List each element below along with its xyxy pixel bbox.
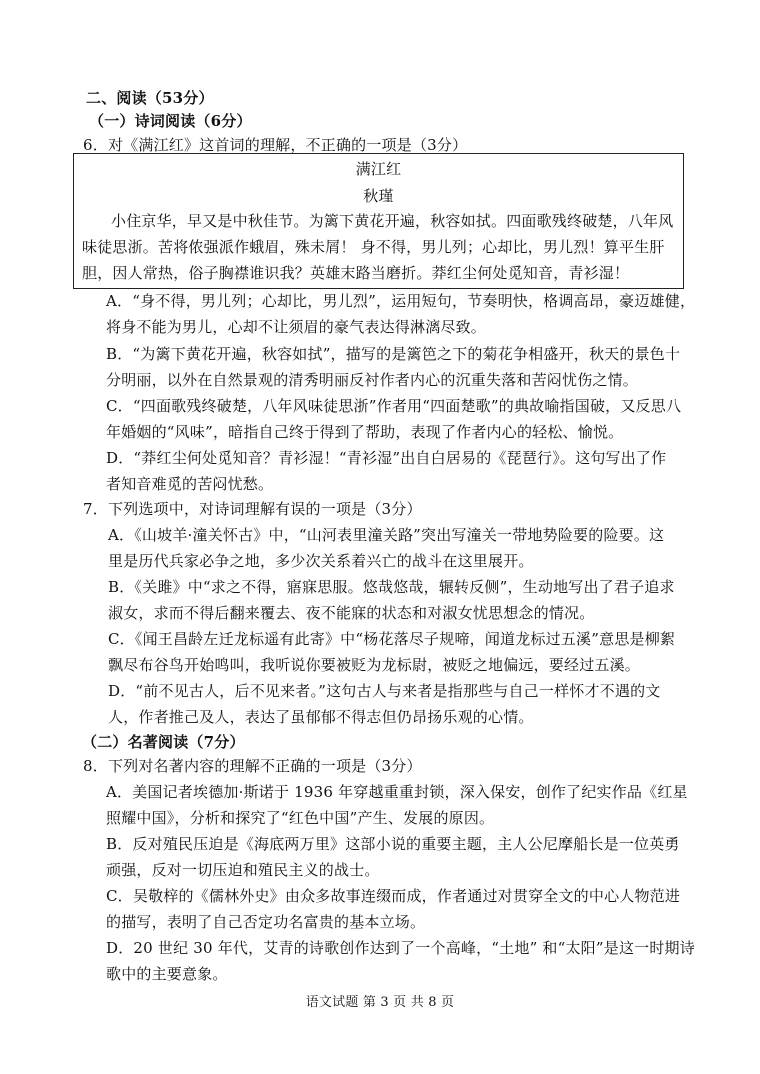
q8-option-a: A．美国记者埃德加·斯诺于 1936 年穿越重重封锁，深入保安，创作了纪实作品《红星 [106, 783, 688, 801]
q7-option-d-cont: 人，作者推己及人，表达了虽郁郁不得志但仍昂扬乐观的心情。 [108, 708, 534, 726]
q6-option-a: A．“身不得，男儿列；心却比，男儿烈”，运用短句，节奏明快，格调高昂，豪迈雄健， [106, 292, 696, 310]
q6-option-d: D．“莽红尘何处觅知音？青衫湿！“青衫湿”出自白居易的《琵琶行》。这句写出了作 [106, 449, 667, 467]
q8-option-d: D．20 世纪 30 年代，艾青的诗歌创作达到了一个高峰，“土地” 和“太阳”是这一时期诗 [106, 939, 695, 957]
subsection-classics: （二）名著阅读（7分） [82, 733, 245, 751]
poem-line: 小住京华，早又是中秋佳节。为篱下黄花开遍，秋容如拭。四面歌残终破楚，八年风 [111, 212, 674, 230]
poem-author: 秋瑾 [363, 187, 394, 205]
q6-option-d-cont: 者知音难觅的苦闷忧愁。 [106, 475, 274, 493]
question-6-stem: 6．对《满江红》这首词的理解，不正确的一项是（3分） [83, 136, 468, 154]
q6-option-c-cont: 年婚姻的“风味”，暗指自己终于得到了帮助，表现了作者内心的轻松、愉悦。 [106, 423, 624, 441]
q6-option-c: C．“四面歌残终破楚，八年风味徒思浙”作者用“四面楚歌”的典故喻指国破，又反思八 [106, 397, 682, 415]
page-footer: 语文试题 第 3 页 共 8 页 [305, 995, 455, 1010]
q8-option-c: C．吴敬梓的《儒林外史》由众多故事连缀而成，作者通过对贯穿全文的中心人物范进 [106, 887, 681, 905]
question-8-stem: 8．下列对名著内容的理解不正确的一项是（3分） [83, 757, 422, 775]
q8-option-a-cont: 照耀中国》，分析和探究了“红色中国”产生、发展的原因。 [106, 809, 495, 827]
q6-option-a-cont: 将身不能为男儿，心却不让须眉的豪气表达得淋漓尽致。 [106, 318, 487, 336]
q7-option-b-cont: 淑女，求而不得后翻来覆去、夜不能寐的状态和对淑女忧思想念的情况。 [108, 604, 595, 622]
q6-option-b: B．“为篱下黄花开遍，秋容如拭”，描写的是篱笆之下的菊花争相盛开，秋天的景色十 [106, 345, 681, 363]
q7-option-d: D．“前不见古人，后不见来者。”这句古人与来者是指那些与自己一样怀才不遇的文 [108, 682, 661, 700]
poem-line: 味徒思浙。苦将侬强派作蛾眉，殊未屑！ 身不得，男儿列；心却比，男儿烈！算平生肝 [82, 238, 665, 256]
q8-option-d-cont: 歌中的主要意象。 [106, 965, 228, 983]
q8-option-b: B．反对殖民压迫是《海底两万里》这部小说的重要主题，主人公尼摩船长是一位英勇 [106, 835, 680, 853]
q6-option-b-cont: 分明丽，以外在自然景观的清秀明丽反衬作者内心的沉重失落和苦闷忧伤之情。 [106, 371, 639, 389]
q8-option-c-cont: 的描写，表明了自己否定功名富贵的基本立场。 [106, 913, 426, 931]
q7-option-c: C．《闻王昌龄左迁龙标遥有此寄》中“杨花落尽子规啼，闻道龙标过五溪”意思是柳絮 [108, 630, 676, 648]
q7-option-b: B．《关雎》中“求之不得，寤寐思服。悠哉悠哉，辗转反侧”，生动地写出了君子追求 [108, 578, 675, 596]
q7-option-c-cont: 飘尽布谷鸟开始鸣叫，我听说你要被贬为龙标尉，被贬之地偏远，要经过五溪。 [108, 656, 641, 674]
q7-option-a: A．《山坡羊·潼关怀古》中，“山河表里潼关路”突出写潼关一带地势险要的险要。这 [108, 526, 665, 544]
poem-line: 胆，因人常热，俗子胸襟谁识我？英雄末路当磨折。莽红尘何处觅知音，青衫湿！ [82, 264, 630, 282]
q7-option-a-cont: 里是历代兵家必争之地，多少次关系着兴亡的战斗在这里展开。 [108, 552, 534, 570]
section-title: 二、阅读（53分） [86, 89, 214, 107]
poem-title: 满江红 [355, 160, 402, 178]
q8-option-b-cont: 顽强，反对一切压迫和殖民主义的战士。 [106, 861, 380, 879]
subsection-poetry: （一）诗词阅读（6分） [89, 112, 252, 130]
question-7-stem: 7．下列选项中，对诗词理解有误的一项是（3分） [83, 500, 422, 518]
